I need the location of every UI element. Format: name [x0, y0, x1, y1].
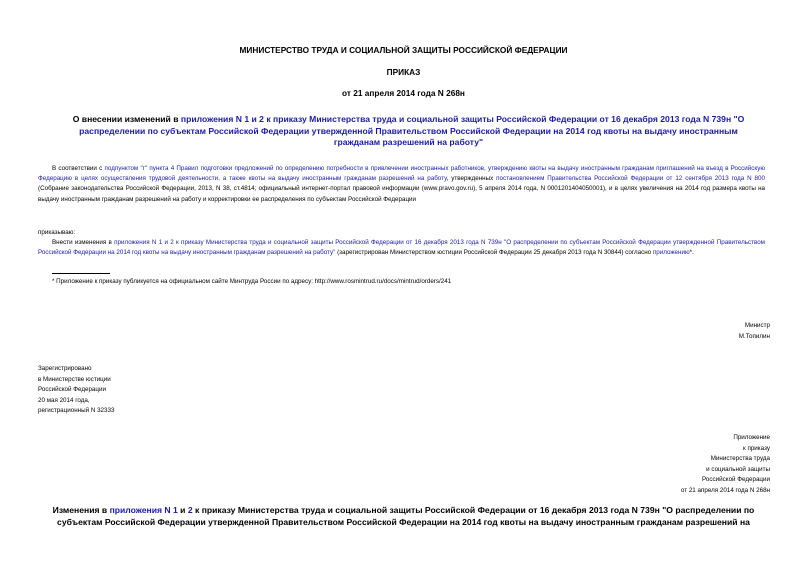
- signature-block: [739, 320, 770, 342]
- changes-mid: и: [177, 505, 188, 515]
- appendix-block: [681, 433, 770, 496]
- registration-line: регистрационный N 32333: [38, 407, 115, 414]
- registration-line: Российской Федерации: [38, 386, 106, 393]
- appendix-line: и социальной защиты: [706, 465, 770, 473]
- footnote-divider: [52, 273, 110, 274]
- document-date: от 21 апреля 2014 года N 268н: [342, 88, 465, 98]
- order-paragraph: [38, 238, 765, 258]
- appendices-link[interactable]: приложения N 1 и 2 к приказу Министерства труда и социальной защиты Российской Федерации от 16 декабря 2013 года N 739н "О распределении по субъектам Российской Федерации утвержденной Правительством Российской Федерации на 2014 год квоты на выдачу иностранным гражданам разрешений на работу": [38, 239, 765, 257]
- appendix-link[interactable]: приложению: [652, 249, 690, 257]
- title-link[interactable]: приложения N 1 и 2 к приказу Министерства труда и социальной защиты Российской Федерации от 16 декабря 2013 года N 739н "О распределении по субъектам Российской Федерации утвержденной Правительством Российской Федерации на 2014 год квоты на выдачу иностранным гражданам разрешений на работу": [79, 114, 745, 147]
- order-text-1: Внести изменения в: [52, 239, 115, 246]
- document-title: [55, 114, 762, 149]
- registration-block: [38, 364, 114, 417]
- signature-name: М.Топилин: [738, 333, 770, 340]
- appendix-line: Российской Федерации: [702, 476, 770, 483]
- title-prefix: О внесении изменений в: [72, 114, 181, 124]
- registration-line: Зарегистрировано: [38, 365, 92, 372]
- signature-position: Министр: [744, 322, 770, 329]
- preamble-text-3: (Собрание законодательства Российской Федерации, 2013, N 38, ст.4814; официальный интернет-портал правовой информации (www.pravo.gov.ru), 5 апреля 2014 года, N 0001201404050001), и в целях увеличения на 2014 год размера квоты на выдачу иностранным гражданам разрешений на работу и корректировки ее распределения по субъектам Российской Федерации: [38, 185, 765, 203]
- appendix-line: Приложение: [733, 434, 770, 441]
- registration-line: в Министерстве юстиции: [38, 375, 111, 383]
- ministry-heading: МИНИСТЕРСТВО ТРУДА И СОЦИАЛЬНОЙ ЗАЩИТЫ РОССИЙСКОЙ ФЕДЕРАЦИИ: [239, 45, 568, 55]
- appendix-line: к приказу: [742, 444, 770, 452]
- order-word: приказываю:: [38, 229, 76, 236]
- changes-prefix: Изменения в: [52, 505, 110, 515]
- preamble-paragraph: [38, 164, 765, 205]
- changes-rest: к приказу Министерства труда и социальной защиты Российской Федерации от 16 декабря 2013 года N 739н "О распределении по субъектам Российской Федерации утвержденной Правительством Российской Федерации на 2014 год квоты на выдачу иностранным гражданам разрешений на: [57, 505, 755, 527]
- order-text-3: *.: [689, 249, 694, 257]
- changes-heading: [38, 505, 769, 528]
- appendix-line: Министерства труда: [710, 455, 770, 462]
- footnote: * Приложение к приказу публикуется на официальном сайте Минтруда России по адресу: http://www.rosmintrud.ru/docs/mintrud/orders/241: [52, 278, 452, 285]
- preamble-text-2: , утвержденных: [446, 175, 497, 183]
- resolution-link[interactable]: постановлением Правительства Российской Федерации от 12 сентября 2013 года N 800: [496, 175, 765, 183]
- changes-appendix1-link[interactable]: приложения N 1: [109, 505, 178, 515]
- order-text-2: (зарегистрирован Министерством юстиции Российской Федерации 25 декабря 2013 года N 30844) согласно: [335, 249, 653, 257]
- registration-line: 20 мая 2014 года,: [38, 396, 90, 404]
- rules-link[interactable]: подпунктом "г" пункта 4 Правил подготовки предложений по определению потребности в привлечении иностранных работников, утверждению квоты на выдачу иностранным гражданам приглашений на въезд в Российскую Федерацию в целях осуществления трудовой деятельности, а также квоты на выдачу иностранным гражданам разрешений на работу: [38, 165, 766, 183]
- preamble-text-1: В соответствии с: [52, 165, 105, 172]
- appendix-line: от 21 апреля 2014 года N 268н: [680, 486, 770, 494]
- changes-appendix2-link[interactable]: 2: [187, 505, 193, 515]
- document-type: ПРИКАЗ: [386, 67, 421, 77]
